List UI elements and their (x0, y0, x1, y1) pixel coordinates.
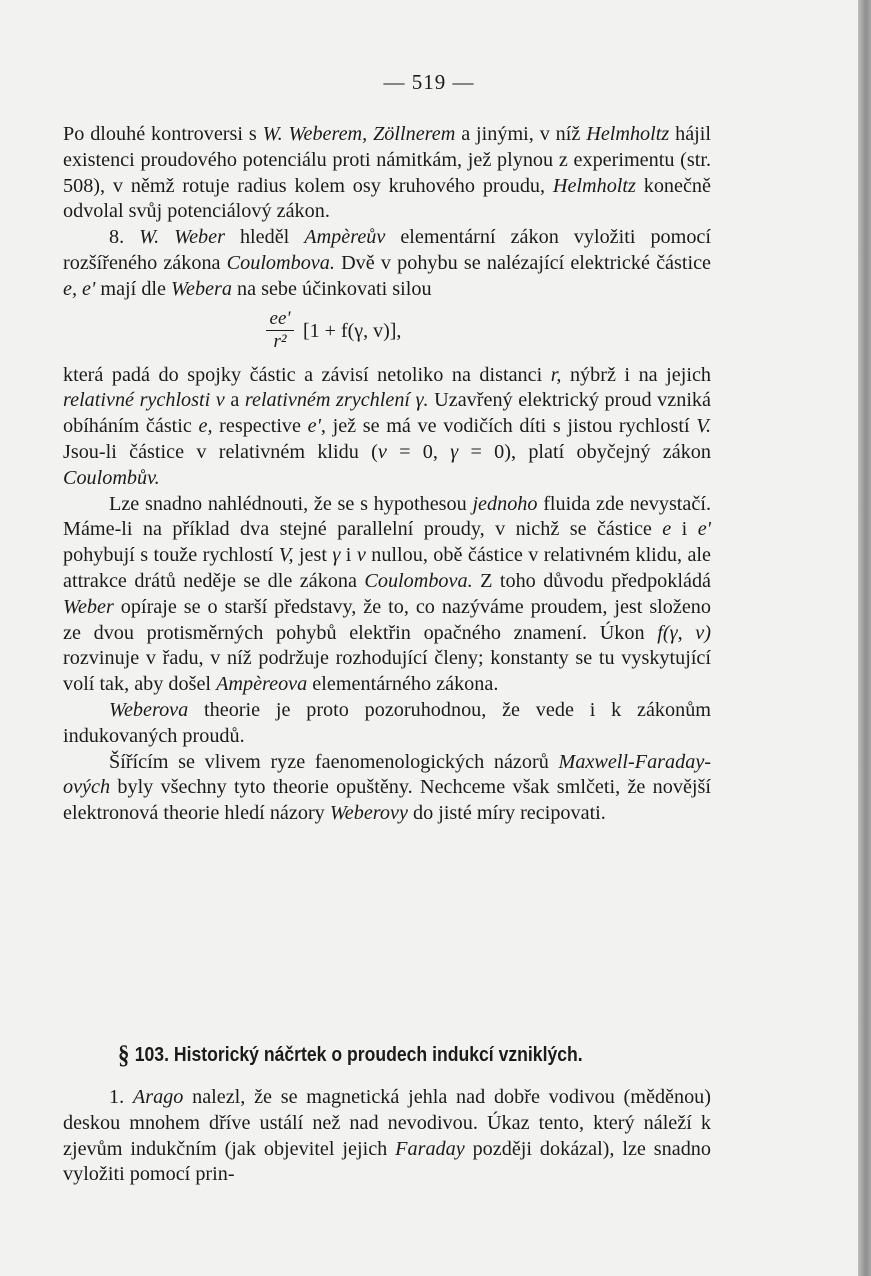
text-run: 1. (109, 1086, 133, 1108)
text-run: opíraje se o starší představy, že to, co nazýváme proudem, jest složeno ze dvou protisměrných pohybů elektřin opačného znamení. Úkon (63, 595, 711, 644)
text-run: nullou, obě částice v relativném klidu, ale attrakce drátů neděje se dle zákona (63, 544, 711, 592)
paragraph (63, 225, 711, 302)
italic-run: Ampèreova (216, 673, 308, 696)
italic-run: Helmholtz (586, 123, 670, 145)
text-run: do jisté míry recipovati. (407, 802, 606, 825)
formula-numerator: ee' (269, 307, 291, 329)
italic-run: Ampèreův (304, 226, 386, 249)
text-run: Dvě v pohybu se nalézající elektrické částice (334, 251, 711, 274)
page-edge (858, 0, 871, 1276)
paragraph (63, 122, 711, 225)
italic-run: Maxwell-Faraday-ových (63, 750, 711, 799)
text-run: Šířícím se vlivem ryze faenomenologických názorů (109, 750, 559, 773)
text-run: byly všechny tyto theorie opuštěny. Nechceme však smlčeti, že novější elektronová theorie hledí názory (63, 776, 711, 825)
text-run: na sebe účinkovati silou (231, 277, 432, 300)
italic-run: e' (697, 518, 711, 541)
text-run: později dokázal), lze snadno vyložiti pomocí prin- (63, 1137, 711, 1186)
italic-run: Coulombova. (226, 251, 335, 274)
text-run: respective (212, 415, 308, 438)
italic-run: Webera (171, 277, 232, 300)
paragraph (63, 363, 711, 492)
text-run: rozvinuje v řadu, v níž podržuje rozhodující členy; konstanty se tu vyskytující volí tak, aby došel (63, 647, 711, 696)
section-heading (118, 1040, 664, 1070)
italic-run: Arago (132, 1086, 184, 1108)
italic-run: γ (450, 440, 459, 463)
text-run: i (671, 518, 698, 541)
italic-run: γ (332, 544, 341, 567)
text-run: Z toho důvodu předpokládá (472, 569, 711, 592)
text-run: Po dlouhé kontroversi s (63, 123, 263, 145)
text-run: = 0, (386, 440, 451, 463)
italic-run: jednoho (472, 492, 538, 515)
text-run: nýbrž i na jejich (561, 363, 711, 386)
italic-run: Helmholtz (552, 174, 636, 197)
italic-run: V. (696, 415, 711, 438)
italic-run: e, e' (63, 277, 96, 300)
text-run: Lze snadno nahlédnouti, že se s hypothesou (109, 492, 473, 515)
italic-run: W. Weber (139, 226, 225, 249)
italic-run: e (662, 518, 672, 541)
italic-run: Weber (63, 595, 114, 618)
text-run: nalezl, že se magnetická jehla nad dobře vodivou (měděnou) deskou mnohem dříve ustálí než nad nevodivou. Úkaz tento, který náleží k zjevům indukčním (jak objevitel jejich (63, 1086, 711, 1160)
italic-run: Weberovy (329, 802, 408, 825)
text-run: která padá do spojky částic a závisí netoliko na distanci (63, 363, 551, 386)
text-run: Uzavřený elektrický proud vzniká obíháním částic (63, 389, 711, 438)
text-run: elementární zákon vyložiti pomocí rozšířeného zákona (63, 226, 711, 274)
italic-run: r, (550, 363, 562, 386)
italic-run: e' (307, 415, 321, 438)
body-text-2 (63, 1085, 711, 1188)
section-symbol: § (118, 1040, 130, 1069)
italic-run: V, (278, 544, 294, 567)
text-run: pohybují s touže rychlostí (63, 544, 279, 567)
section-title: 103. Historický náčrtek o proudech indukcí vzniklých. (134, 1044, 583, 1066)
formula-bracket: [1 + f(γ, v)], (303, 319, 402, 342)
text-run: hájil existenci proudového potenciálu proti námitkám, jež plynou z experimentu (str. 508), v němž rotuje radius kolem osy kruhového proudu, (63, 123, 712, 197)
text-run: theorie je proto pozoruhodnou, že vede i k zákonům indukovaných proudů. (63, 698, 711, 747)
text-run: 8. (109, 226, 140, 249)
paragraph (63, 492, 711, 698)
italic-run: Weberova (109, 698, 189, 721)
italic-run: relativném zrychlení γ. (244, 389, 429, 412)
text-run: fluida zde nevystačí. Máme-li na příklad dva stejné parallelní proudy, v nichž se částice (63, 492, 711, 541)
weber-force-formula (63, 303, 711, 363)
formula-fraction (260, 309, 300, 352)
italic-run: f(γ, v) (657, 621, 711, 644)
italic-run: e, (198, 415, 213, 438)
formula-denominator: r² (273, 330, 287, 352)
page-number: — 519 — (383, 70, 475, 94)
text-run: Jsou-li částice v relativném klidu ( (63, 440, 378, 463)
italic-run: Faraday (395, 1137, 465, 1160)
text-run: = 0), platí obyčejný zákon (458, 440, 711, 463)
text-run: i (340, 544, 357, 567)
text-run: a (224, 389, 245, 412)
text-run: mají dle (95, 277, 172, 300)
paragraph (63, 1085, 711, 1188)
paragraph (63, 750, 711, 827)
italic-run: Coulombova. (364, 569, 473, 592)
text-run: jest (293, 544, 333, 567)
text-run: , jež se má ve vodičích díti s jistou rychlostí (320, 415, 697, 438)
italic-run: v (356, 544, 366, 567)
italic-run: W. Weberem, Zöllnerem (262, 123, 456, 145)
text-run: a jinými, v níž (455, 123, 587, 145)
text-run: hleděl (224, 226, 305, 249)
text-run: konečně odvolal svůj potenciálový zákon. (63, 174, 711, 223)
text-run: elementárného zákona. (307, 673, 499, 696)
body-text (63, 122, 711, 827)
italic-run: Coulombův. (63, 466, 160, 489)
paragraph (63, 698, 711, 750)
italic-run: v (377, 440, 387, 463)
italic-run: relativné rychlosti v (63, 389, 225, 412)
